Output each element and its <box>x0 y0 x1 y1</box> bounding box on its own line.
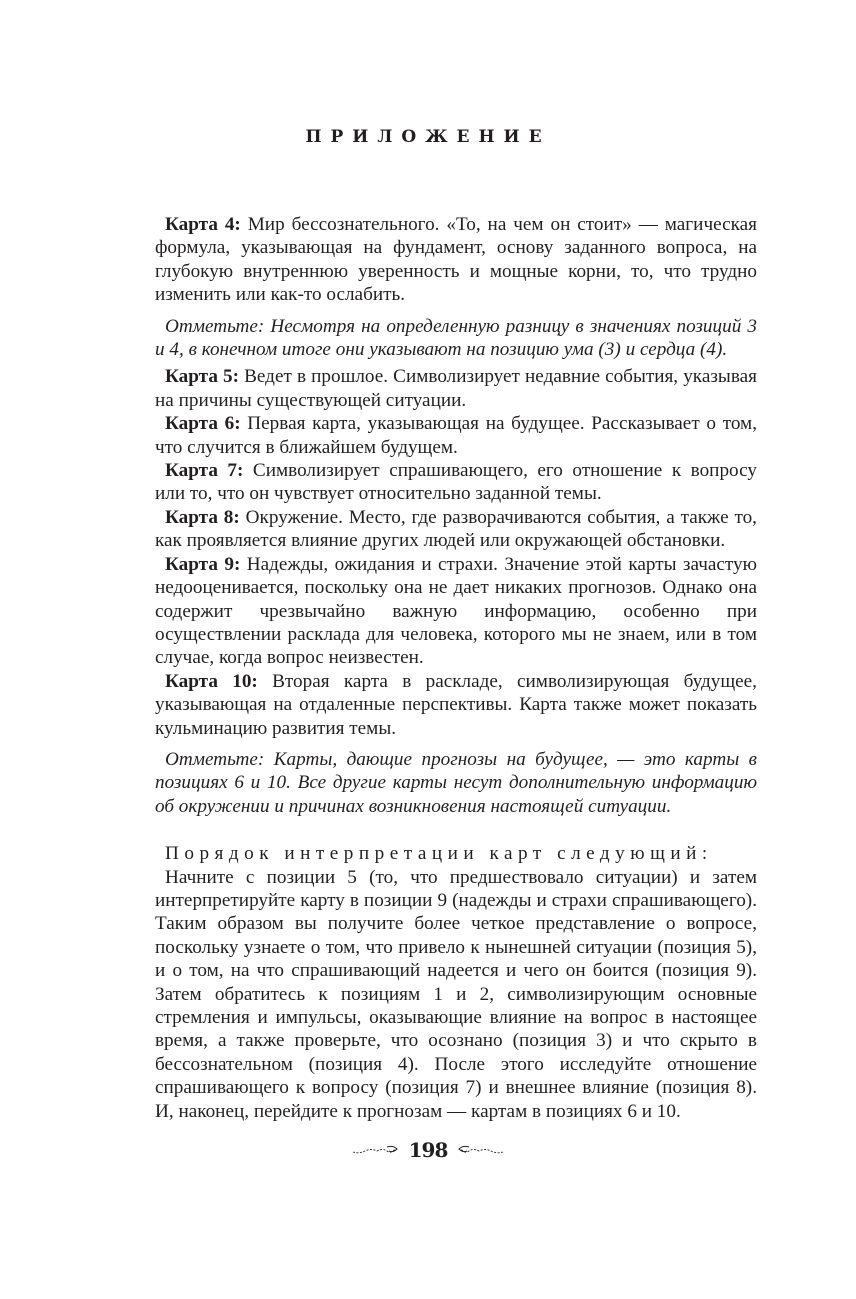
card-10-paragraph <box>155 670 757 740</box>
card-description: Первая карта, указывающая на будущее. Рассказывает о том, что случится в ближайшем будущем. <box>155 413 757 458</box>
page-number: 198 <box>408 1138 448 1162</box>
card-5-paragraph <box>155 365 757 412</box>
card-label: Карта 4: <box>165 214 241 235</box>
card-label: Карта 6: <box>165 413 241 435</box>
note-paragraph: Отметьте: Несмотря на определенную разницу в значениях позиций 3 и 4, в конечном итоге они указывают на позицию ума (3) и сердца (4). <box>155 315 757 361</box>
card-description: Вторая карта в раскладе, символизирующая будущее, указывающая на отдаленные перспективы. Карта также может показать кульминацию развития темы. <box>155 670 757 739</box>
running-head: ПРИЛОЖЕНИЕ <box>305 127 551 147</box>
card-label: Карта 5: <box>165 366 240 388</box>
page-footer <box>0 1138 856 1162</box>
card-description: Ведет в прошлое. Символизирует недавние события, указывая на причины существующей ситуации. <box>155 366 757 411</box>
card-description: Надежды, ожидания и страхи. Значение этой карты зачастую недооценивается, поскольку она не дает никаких прогнозов. Однако она содержит чрезвычайно важную информацию, особенно при осуществлении расклада для человека, которого мы не знаем, или в том случае, когда вопрос неизвестен. <box>155 553 757 669</box>
card-label: Карта 10: <box>165 670 258 692</box>
card-description: Мир бессознательного. «То, на чем он стоит» — магическая формула, указывающая на фундамент, основу заданного вопроса, на глубокую внутреннюю уверенность и мощные корни, то, что трудно изменить или как-то ослабить. <box>155 214 757 306</box>
card-9-paragraph <box>155 553 757 670</box>
card-description: Символизирует спрашивающего, его отношение к вопросу или то, что он чувствует относительно заданной темы. <box>155 460 757 505</box>
card-7-paragraph <box>155 459 757 506</box>
card-label: Карта 8: <box>165 506 240 528</box>
card-8-paragraph <box>155 506 757 553</box>
section-lead: Порядок интерпретации карт следующий: <box>165 843 713 865</box>
card-label: Карта 7: <box>165 460 244 482</box>
body-text <box>155 213 757 1123</box>
card-description: Окружение. Место, где разворачиваются события, а также то, как проявляется влияние других людей или окружающей обстановки. <box>155 506 757 552</box>
card-label: Карта 9: <box>165 553 241 575</box>
card-4-paragraph <box>155 213 757 307</box>
flourish-left-icon <box>351 1143 399 1157</box>
flourish-right-icon <box>457 1143 505 1157</box>
interpretation-order-paragraph: Начните с позиции 5 (то, что предшествовало ситуации) и затем интерпретируйте карту в позиции 9 (надежды и страхи спрашивающего). Таким образом вы получите более четкое представление о вопросе, поскольку узнаете о том, что привело к нынешней ситуации (позиция 5), и о том, на что спрашивающий надеется и чего он боится (позиция 9). Затем обратитесь к позициям 1 и 2, символизирующим основные стремления и импульсы, оказывающие влияние на вопрос в настоящее время, а также проверьте, что осознано (позиция 3) и что скрыто в бессознательном (позиция 4). После этого исследуйте отношение спрашивающего к вопросу (позиция 7) и внешнее влияние (позиция 8). И, наконец, перейдите к прогнозам — картам в позициях 6 и 10. <box>155 866 757 1122</box>
card-6-paragraph <box>155 412 757 459</box>
note-paragraph: Отметьте: Карты, дающие прогнозы на будущее, — это карты в позициях 6 и 10. Все другие карты несут дополнительную информацию об окружении и причинах возникновения настоящей ситуации. <box>155 748 757 817</box>
